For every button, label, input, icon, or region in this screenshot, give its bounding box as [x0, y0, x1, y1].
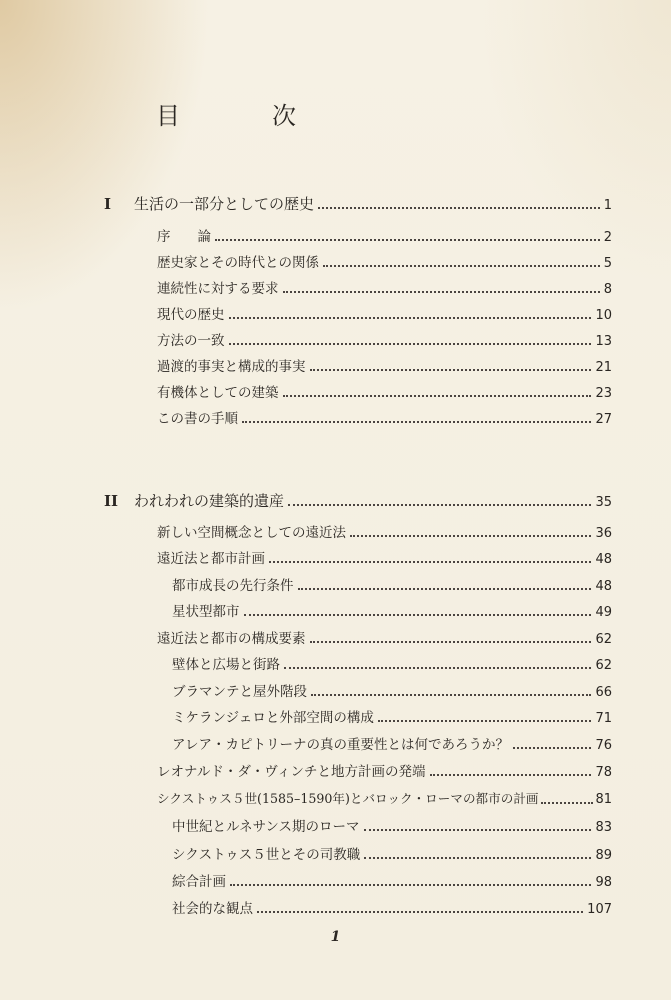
entry-title: 新しい空間概念としての遠近法 — [157, 525, 346, 541]
page-number: 48 — [595, 579, 612, 594]
dot-leader — [311, 693, 591, 696]
entry-title: 序 論 — [157, 229, 211, 245]
entry-title: 歴史家とその時代との関係 — [157, 255, 319, 271]
page-number: 13 — [595, 334, 612, 349]
entry-title: ブラマンテと屋外階段 — [172, 684, 307, 700]
chapter-number: I — [104, 195, 112, 213]
toc-subentry[interactable] — [172, 653, 612, 675]
page-number: 66 — [595, 685, 612, 700]
page-number: 71 — [595, 711, 612, 726]
toc-entry[interactable] — [157, 381, 612, 403]
entry-title: 壁体と広場と街路 — [172, 657, 280, 673]
entry-title: 都市成長の先行条件 — [172, 578, 294, 594]
entry-title: シクストゥス５世とその司教職 — [172, 847, 361, 863]
page-title — [156, 96, 296, 128]
page-number: 62 — [595, 632, 612, 647]
toc-entry[interactable] — [157, 277, 612, 299]
chapter-title: われわれの建築的遺産 — [134, 492, 285, 510]
toc-entry[interactable] — [157, 355, 612, 377]
toc-entry[interactable] — [157, 788, 612, 810]
page-number: 21 — [595, 360, 612, 375]
dot-leader — [298, 587, 592, 590]
dot-leader — [378, 719, 592, 722]
dot-leader — [229, 342, 592, 345]
toc-entry[interactable] — [157, 225, 612, 247]
dot-leader — [513, 746, 591, 749]
toc-subentry[interactable] — [172, 600, 612, 622]
dot-leader — [244, 613, 592, 616]
dot-leader — [283, 290, 600, 293]
page-number: 107 — [587, 902, 612, 917]
toc-entry[interactable] — [157, 303, 612, 325]
dot-leader — [430, 773, 592, 776]
toc-entry[interactable] — [157, 329, 612, 351]
entry-title: 有機体としての建築 — [157, 385, 279, 401]
entry-title: 遠近法と都市計画 — [157, 551, 265, 567]
dot-leader — [269, 560, 591, 563]
toc-entry[interactable] — [157, 547, 612, 569]
page-number: 1 — [603, 198, 612, 213]
entry-title: 連続性に対する要求 — [157, 281, 279, 297]
entry-title: シクストゥス５世(1585–1590年)とバロック・ローマの都市の計画 — [157, 791, 539, 806]
dot-leader — [364, 856, 591, 859]
toc-entry[interactable] — [157, 251, 612, 273]
entry-title: 綜合計画 — [172, 874, 226, 890]
page-number: 23 — [595, 386, 612, 401]
page-number: 78 — [595, 765, 612, 780]
dot-leader — [284, 666, 591, 669]
page-number: 98 — [595, 875, 612, 890]
toc-subentry[interactable] — [172, 815, 612, 837]
toc-chapter-1[interactable] — [104, 193, 612, 215]
page-number: 36 — [595, 526, 612, 541]
page-number: 35 — [595, 495, 612, 510]
dot-leader — [215, 238, 600, 241]
dot-leader — [288, 503, 591, 506]
entry-title: この書の手順 — [157, 411, 238, 427]
title-char-1: 目 — [156, 102, 180, 130]
page-number: 89 — [595, 848, 612, 863]
page-number: 5 — [603, 256, 612, 271]
dot-leader — [541, 801, 594, 804]
toc-subentry[interactable] — [172, 897, 612, 919]
entry-title: 星状型都市 — [172, 604, 240, 620]
entry-title: ミケランジェロと外部空間の構成 — [172, 710, 374, 726]
toc-subentry[interactable] — [172, 706, 612, 728]
toc-entry[interactable] — [157, 760, 612, 782]
page-number: 48 — [595, 552, 612, 567]
chapter-title: 生活の一部分としての歴史 — [134, 195, 315, 213]
page-number: 83 — [595, 820, 612, 835]
dot-leader — [364, 828, 592, 831]
dot-leader — [257, 910, 583, 913]
dot-leader — [242, 420, 591, 423]
entry-title: 過渡的事実と構成的事実 — [157, 359, 306, 375]
page-number: 49 — [595, 605, 612, 620]
dot-leader — [350, 534, 591, 537]
dot-leader — [283, 394, 592, 397]
toc-chapter-2[interactable] — [104, 490, 612, 512]
title-char-2: 次 — [272, 102, 296, 130]
page-number: 8 — [603, 282, 612, 297]
toc-entry[interactable] — [157, 627, 612, 649]
page-number: 76 — [595, 738, 612, 753]
entry-title: 社会的な観点 — [172, 901, 253, 917]
dot-leader — [323, 264, 600, 267]
entry-title: 中世紀とルネサンス期のローマ — [172, 819, 360, 835]
dot-leader — [229, 316, 592, 319]
dot-leader — [310, 368, 592, 371]
toc-entry[interactable] — [157, 407, 612, 429]
dot-leader — [230, 883, 591, 886]
dot-leader — [318, 206, 600, 209]
entry-title: 遠近法と都市の構成要素 — [157, 631, 306, 647]
toc-subentry[interactable] — [172, 870, 612, 892]
page-number: 62 — [595, 658, 612, 673]
page-number: 10 — [595, 308, 612, 323]
page-number: 27 — [595, 412, 612, 427]
toc-subentry[interactable] — [172, 574, 612, 596]
folio-page-number: 1 — [330, 929, 341, 945]
chapter-number: II — [104, 492, 119, 510]
page-number: 81 — [595, 792, 612, 807]
toc-subentry[interactable] — [172, 843, 612, 865]
entry-title: レオナルド・ダ・ヴィンチと地方計画の発端 — [157, 764, 426, 780]
entry-title: 方法の一致 — [157, 333, 225, 349]
entry-title: 現代の歴史 — [157, 307, 225, 323]
toc-subentry[interactable] — [172, 680, 612, 702]
toc-entry[interactable] — [157, 521, 612, 543]
toc-subentry[interactable] — [172, 733, 612, 755]
dot-leader — [310, 640, 592, 643]
entry-title: アレア・カピトリーナの真の重要性とは何であろうか？ — [172, 737, 509, 753]
page-number: 2 — [603, 230, 612, 245]
